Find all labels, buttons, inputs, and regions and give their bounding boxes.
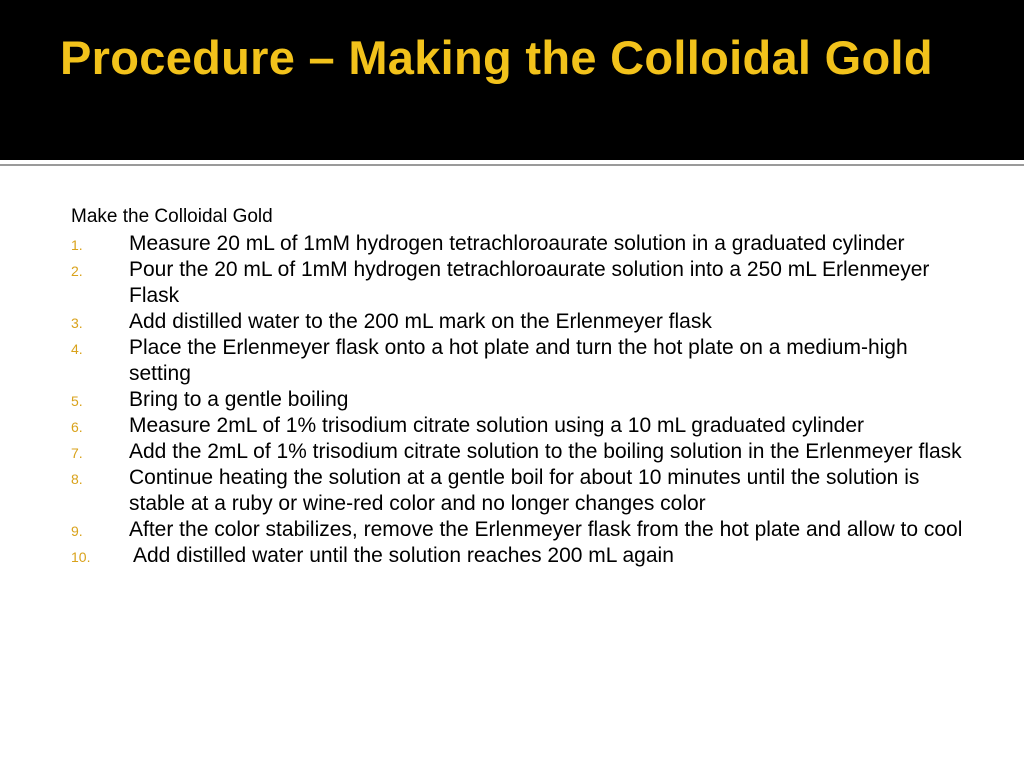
step-item bbox=[71, 309, 971, 335]
step-text: Measure 20 mL of 1mM hydrogen tetrachloroaurate solution in a graduated cylinder bbox=[129, 232, 905, 255]
step-item bbox=[71, 465, 971, 517]
step-text: Add distilled water to the 200 mL mark on the Erlenmeyer flask bbox=[129, 310, 712, 333]
step-item bbox=[71, 517, 971, 543]
step-item bbox=[71, 439, 971, 465]
step-text: Place the Erlenmeyer flask onto a hot plate and turn the hot plate on a medium-high setting bbox=[129, 336, 908, 385]
step-text: Measure 2mL of 1% trisodium citrate solution using a 10 mL graduated cylinder bbox=[129, 414, 864, 437]
step-number: 4. bbox=[71, 341, 83, 357]
step-text: Add distilled water until the solution reaches 200 mL again bbox=[133, 544, 674, 567]
step-number: 9. bbox=[71, 523, 83, 539]
step-item bbox=[71, 413, 971, 439]
step-number: 2. bbox=[71, 263, 83, 279]
step-item bbox=[71, 387, 971, 413]
step-number: 6. bbox=[71, 419, 83, 435]
step-number: 3. bbox=[71, 315, 83, 331]
slide-content bbox=[71, 204, 971, 569]
step-number: 7. bbox=[71, 445, 83, 461]
step-item bbox=[71, 335, 971, 387]
step-item bbox=[71, 543, 971, 569]
step-item bbox=[71, 231, 971, 257]
step-text: After the color stabilizes, remove the Erlenmeyer flask from the hot plate and allow to cool bbox=[129, 518, 963, 541]
intro-text: Make the Colloidal Gold bbox=[71, 206, 273, 227]
step-item bbox=[71, 257, 971, 309]
title-bar bbox=[0, 0, 1024, 160]
step-text: Pour the 20 mL of 1mM hydrogen tetrachloroaurate solution into a 250 mL Erlenmeyer Flask bbox=[129, 258, 930, 307]
step-number: 5. bbox=[71, 393, 83, 409]
step-number: 1. bbox=[71, 237, 83, 253]
procedure-steps bbox=[71, 231, 971, 569]
step-text: Bring to a gentle boiling bbox=[129, 388, 349, 411]
step-text: Add the 2mL of 1% trisodium citrate solution to the boiling solution in the Erlenmeyer flask bbox=[129, 440, 962, 463]
divider-line bbox=[0, 164, 1024, 166]
step-number: 10. bbox=[71, 549, 91, 565]
slide-title: Procedure – Making the Colloidal Gold bbox=[60, 31, 933, 84]
step-number: 8. bbox=[71, 471, 83, 487]
step-text: Continue heating the solution at a gentle boil for about 10 minutes until the solution is stable at a ruby or wine-red color and no longer changes color bbox=[129, 466, 920, 515]
